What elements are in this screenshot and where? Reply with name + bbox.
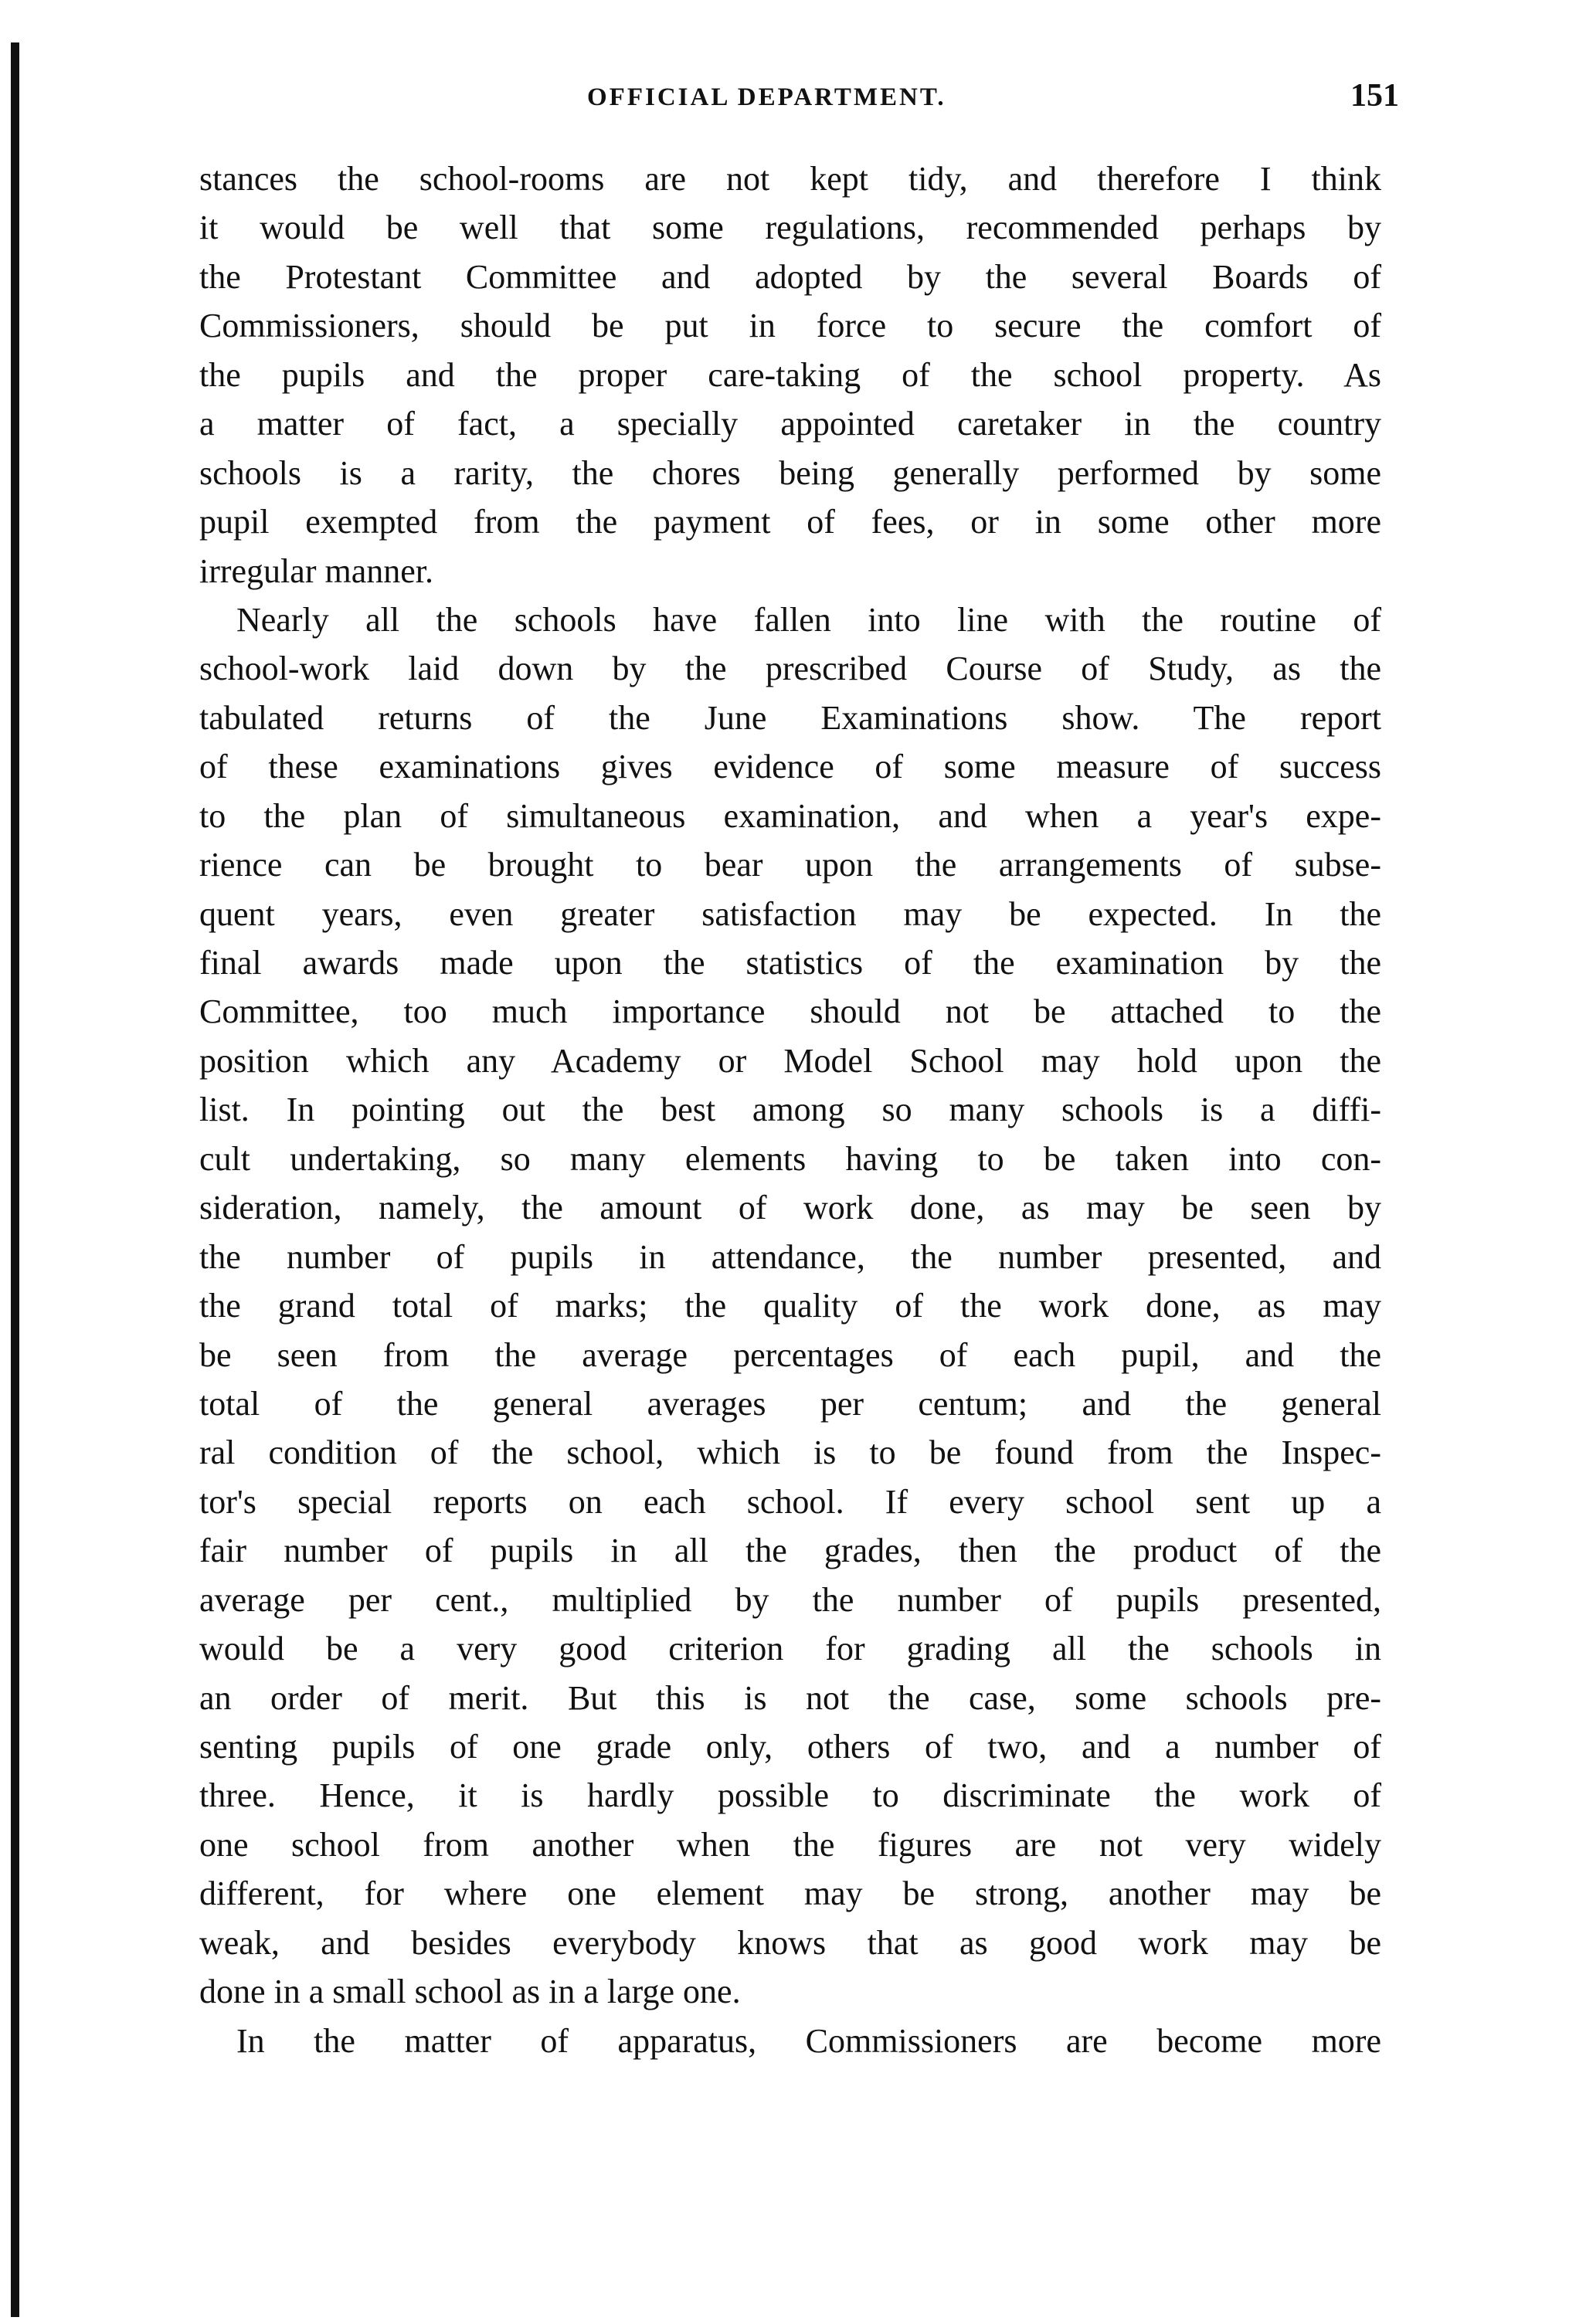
text-line: In the matter of apparatus, Commissioners are become more — [236, 2021, 1381, 2060]
text-line: one school from another when the figures are not very widely — [199, 1825, 1381, 1864]
text-line: an order of merit. But this is not the case, some schools pre- — [199, 1678, 1381, 1717]
text-line: would be a very good criterion for grading all the schools in — [199, 1630, 1381, 1668]
text-line: different, for where one element may be strong, another may be — [199, 1874, 1381, 1913]
text-line: the number of pupils in attendance, the number presented, and — [199, 1237, 1381, 1276]
text-line: it would be well that some regulations, recommended perhaps by — [199, 209, 1381, 247]
text-line: the pupils and the proper care-taking of the school property. As — [199, 355, 1381, 394]
text-line: position which any Academy or Model School may hold upon the — [199, 1041, 1381, 1080]
text-line: tabulated returns of the June Examinations show. The report — [199, 698, 1381, 737]
text-line: quent years, even greater satisfaction may be expected. In the — [199, 894, 1381, 933]
page-number: 151 — [1350, 78, 1399, 114]
text-line: pupil exempted from the payment of fees, or in some other more — [199, 503, 1381, 541]
text-line: tor's special reports on each school. If every school sent up a — [199, 1482, 1381, 1521]
text-line: list. In pointing out the best among so many schools is a diffi- — [199, 1091, 1381, 1129]
text-line: school-work laid down by the prescribed Course of Study, as the — [199, 650, 1381, 688]
binding-edge-rule — [11, 42, 19, 2317]
text-line: Nearly all the schools have fallen into line with the routine of — [236, 600, 1381, 639]
text-line: done in a small school as in a large one. — [199, 1973, 741, 2011]
text-line: to the plan of simultaneous examination, and when a year's expe- — [199, 796, 1381, 835]
text-line: weak, and besides everybody knows that as good work may be — [199, 1923, 1381, 1962]
text-line: fair number of pupils in all the grades, then the product of the — [199, 1532, 1381, 1570]
text-line: rience can be brought to bear upon the arrangements of subse- — [199, 846, 1381, 884]
text-line: Commissioners, should be put in force to secure the comfort of — [199, 307, 1381, 345]
text-line: three. Hence, it is hardly possible to discriminate the work of — [199, 1776, 1381, 1815]
text-line: schools is a rarity, the chores being generally performed by some — [199, 453, 1381, 492]
text-line: senting pupils of one grade only, others of two, and a number of — [199, 1728, 1381, 1766]
text-line: cult undertaking, so many elements having to be taken into con- — [199, 1139, 1381, 1178]
text-line: average per cent., multiplied by the number of pupils presented, — [199, 1580, 1381, 1619]
text-line: irregular manner. — [199, 551, 433, 590]
text-line: stances the school-rooms are not kept tidy, and therefore I think — [199, 160, 1381, 198]
running-header-title: OFFICIAL DEPARTMENT. — [587, 83, 946, 111]
text-line: final awards made upon the statistics of the examination by the — [199, 944, 1381, 982]
text-line: Committee, too much importance should not be attached to the — [199, 992, 1381, 1031]
text-line: be seen from the average percentages of each pupil, and the — [199, 1335, 1381, 1374]
text-line: a matter of fact, a specially appointed caretaker in the country — [199, 405, 1381, 443]
text-line: total of the general averages per centum; and the general — [199, 1384, 1381, 1423]
body-text — [199, 154, 1381, 2065]
text-line: sideration, namely, the amount of work done, as may be seen by — [199, 1189, 1381, 1227]
text-line: ral condition of the school, which is to be found from the Inspec- — [199, 1433, 1381, 1472]
text-line: the grand total of marks; the quality of the work done, as may — [199, 1287, 1381, 1325]
text-line: of these examinations gives evidence of some measure of success — [199, 748, 1381, 786]
text-line: the Protestant Committee and adopted by the several Boards of — [199, 257, 1381, 296]
